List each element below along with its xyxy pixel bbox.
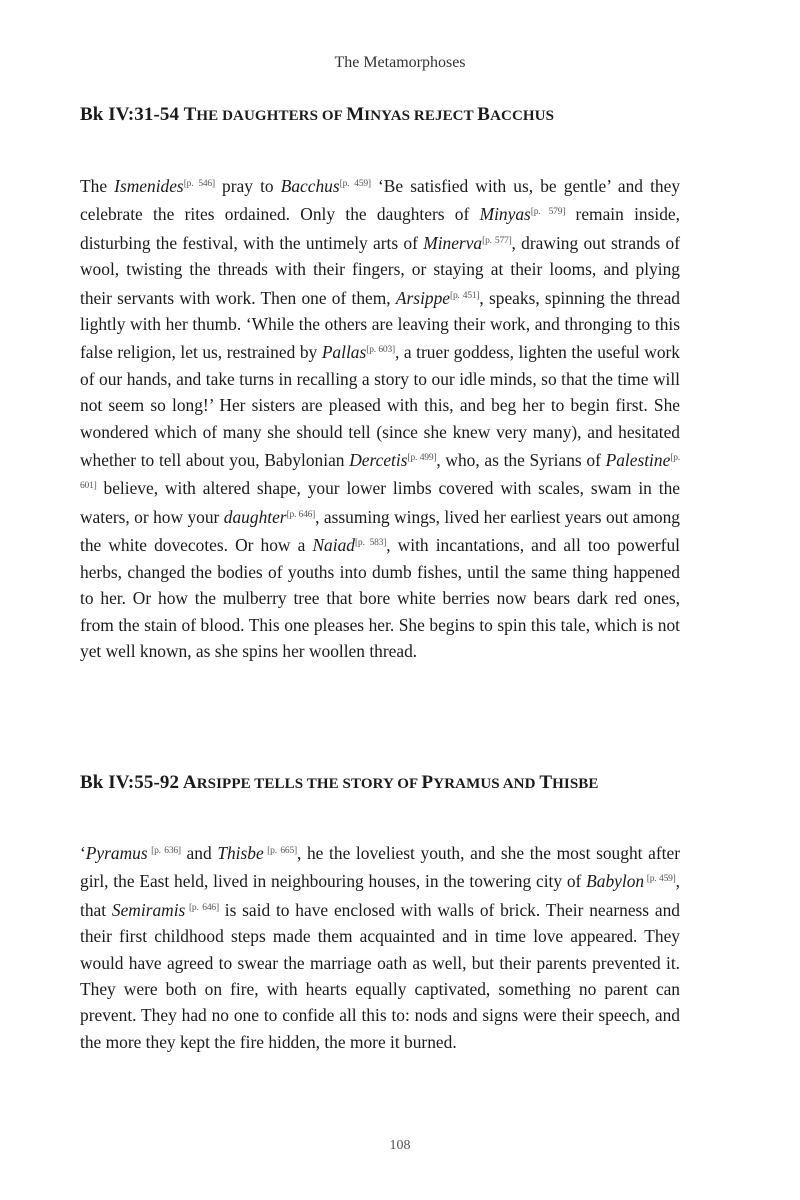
page-reference: [p. 646] xyxy=(286,509,316,520)
heading-text: M xyxy=(346,104,365,125)
italic-name: Naiad xyxy=(312,535,355,556)
heading-text: ACCHUS xyxy=(490,108,555,124)
heading-text: HISBE xyxy=(552,776,599,792)
page-reference: [p. 583] xyxy=(354,538,387,549)
page-reference: [p. 665] xyxy=(263,846,297,856)
italic-name: Arsippe xyxy=(395,287,451,308)
page-reference: [p. 603] xyxy=(366,345,395,356)
body-paragraph xyxy=(80,171,680,664)
body-text: ‘ xyxy=(80,843,86,863)
body-text: , who, as the Syrians of xyxy=(436,450,606,471)
italic-name: Minyas xyxy=(479,204,531,225)
body-text: , he the loveliest youth, and she the most sought after girl, the East held, lived in neighbouring houses, in the towering city of xyxy=(80,843,680,892)
body-text: ‘Be satisfied with us, be gentle’ and they celebrate the rites ordained. Only the daughters of xyxy=(80,176,681,225)
italic-name: Bacchus xyxy=(280,176,340,196)
page-number: 108 xyxy=(389,1138,411,1153)
body-text: believe, with altered shape, your lower limbs covered with scales, swam in the waters, or how your xyxy=(80,478,680,527)
body-text: , a truer goddess, lighten the useful work of our hands, and take turns in recalling a story to our idle minds, so that the time will not seem so long!’ Her sisters are pleased with this, and beg her to begin first. She wondered which of many she should tell (since she knew very many), and hesitated whether to tell about you, Babylonian xyxy=(80,342,680,471)
body-text: , that xyxy=(80,871,681,920)
body-text: The xyxy=(80,176,115,196)
heading-text: T xyxy=(539,772,553,793)
running-head: The Metamorphoses xyxy=(334,54,466,71)
body-text: , speaks, spinning the thread lightly with her thumb. ‘While the others are leaving their work, and thronging to this false religion, let us, restrained by xyxy=(80,287,681,363)
body-text: , with incantations, and all too powerful herbs, changed the bodies of youths into dumb fishes, until the same thing happened to her. Or how the mulberry tree that bore white berries now bears dark red ones, from the stain of blood. This one pleases her. She begins to spin this tale, which is not yet well known, as she spins her woollen thread. xyxy=(80,535,680,661)
section-heading xyxy=(80,104,720,126)
heading-text: B xyxy=(477,104,491,125)
italic-name: Pyramus xyxy=(85,843,148,863)
italic-name: Babylon xyxy=(586,871,645,892)
page-reference: [p. 579] xyxy=(530,207,566,218)
heading-lead: Bk IV:31-54 T xyxy=(80,104,197,125)
italic-name: Thisbe xyxy=(217,843,264,863)
heading-text: INYAS REJECT xyxy=(364,108,478,124)
italic-name: Ismenides xyxy=(114,176,184,196)
body-text: and xyxy=(180,843,218,863)
heading-text: YRAMUS AND xyxy=(433,776,540,792)
section-heading xyxy=(80,772,720,794)
page-reference: [p. 577] xyxy=(482,235,512,246)
italic-name: daughter xyxy=(223,506,287,527)
body-text: pray to xyxy=(214,176,281,196)
page-reference: [p. 451] xyxy=(450,290,480,301)
body-text: , assuming wings, lived her earliest years out among the white dovecotes. Or how a xyxy=(80,506,680,556)
body-paragraph xyxy=(80,838,680,1055)
page-reference: [p. 459] xyxy=(339,179,371,189)
italic-name: Palestine xyxy=(605,450,671,471)
page-reference: [p. 546] xyxy=(183,179,215,189)
page-reference: [p. 459] xyxy=(644,874,676,885)
heading-lead: Bk IV:55-92 A xyxy=(80,772,197,793)
italic-name: Semiramis xyxy=(111,899,186,920)
page-reference: [p. 636] xyxy=(147,846,181,856)
body-text: is said to have enclosed with walls of brick. Their nearness and their first childhood steps made them acquainted and in time love appeared. They would have agreed to swear the marriage oath as well, but their parents prevented it. They were both on fire, with hearts equally captivated, something no parent can prevent. They had no one to confide all this to: nods and signs were their speech, and the more they kept the fire hidden, the more it burned. xyxy=(80,899,680,1052)
heading-text: RSIPPE TELLS THE STORY OF xyxy=(196,776,422,792)
italic-name: Pallas xyxy=(321,342,367,363)
italic-name: Minerva xyxy=(423,232,483,253)
heading-text: HE DAUGHTERS OF xyxy=(196,108,347,124)
italic-name: Dercetis xyxy=(349,450,408,471)
page-reference: [p. 601] xyxy=(80,453,681,492)
page-reference: [p. 499] xyxy=(407,453,437,464)
body-text: remain inside, disturbing the festival, with the untimely arts of xyxy=(80,204,680,253)
body-text: , drawing out strands of wool, twisting the threads with their fingers, or staying at their looms, and plying their servants with work. Then one of them, xyxy=(80,232,681,308)
heading-text: P xyxy=(421,772,434,793)
page-reference: [p. 646] xyxy=(185,902,219,913)
